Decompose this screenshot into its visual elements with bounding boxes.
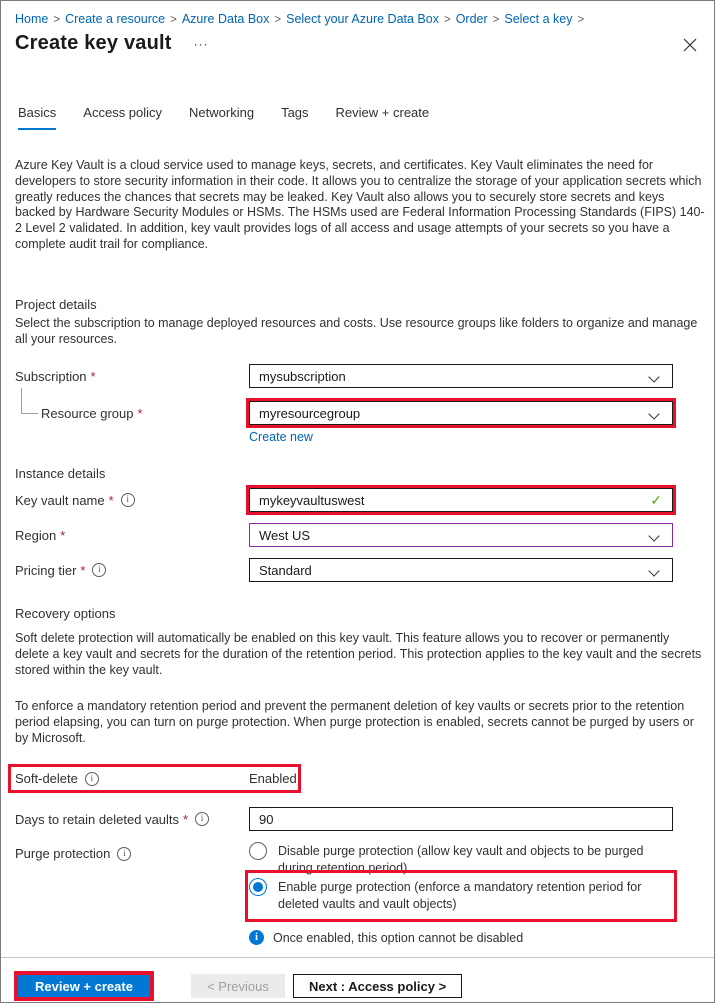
region-row — [15, 523, 701, 547]
tab-basics[interactable]: Basics — [18, 105, 56, 130]
tab-bar — [18, 105, 429, 130]
soft-delete-description: Soft delete protection will automatically be enabled on this key vault. This feature allows you to recover or permanently delete a key vault and secrets for the duration of the retention period. This protection applies to the key vault and the secrets stored within the key vault. — [15, 631, 702, 677]
region-label: Region * — [15, 527, 66, 543]
title-row — [15, 32, 209, 55]
tab-tags[interactable]: Tags — [281, 105, 309, 120]
purge-enable-highlight-box — [245, 870, 677, 922]
required-marker: * — [80, 562, 86, 578]
tab-networking[interactable]: Networking — [189, 105, 255, 120]
chevron-down-icon — [648, 565, 659, 576]
retention-days-input[interactable] — [249, 807, 673, 831]
info-icon[interactable]: i — [92, 563, 106, 577]
info-icon[interactable]: i — [85, 772, 99, 786]
project-details-description: Select the subscription to manage deployed resources and costs. Use resource groups like folders to organize and manage all your resources. — [15, 316, 698, 346]
soft-delete-row — [8, 764, 301, 793]
purge-protection-label: Purge protection i — [15, 846, 249, 861]
previous-button[interactable]: < Previous — [191, 974, 285, 998]
breadcrumb-create-a-resource[interactable]: Create a resource — [65, 12, 166, 26]
region-select[interactable] — [249, 523, 673, 547]
pricing-tier-row — [15, 558, 701, 582]
resource-group-select[interactable] — [249, 401, 673, 425]
required-marker: * — [183, 811, 189, 827]
breadcrumb-azure-data-box[interactable]: Azure Data Box — [181, 12, 270, 26]
retention-days-value: 90 — [259, 811, 274, 827]
key-vault-name-input[interactable] — [249, 488, 673, 512]
breadcrumb-select-your-azure-data-box[interactable]: Select your Azure Data Box — [286, 12, 439, 26]
project-details-heading: Project details — [15, 297, 97, 312]
purge-enable-label: Enable purge protection (enforce a mandatory retention period for deleted vaults and vault objects) — [278, 880, 642, 911]
breadcrumb-separator: > — [443, 14, 451, 26]
info-filled-icon: i — [249, 930, 264, 945]
subscription-label: Subscription * — [15, 368, 96, 384]
purge-disable-label: Disable purge protection (allow key vault and objects to be purged during retention period) — [278, 844, 644, 875]
recovery-options-heading: Recovery options — [15, 606, 116, 621]
breadcrumb-separator: > — [492, 14, 500, 26]
radio-selected-icon[interactable] — [249, 878, 267, 896]
key-vault-name-row — [15, 488, 701, 512]
chevron-down-icon — [648, 371, 659, 382]
subscription-value: mysubscription — [259, 368, 346, 384]
breadcrumb-order[interactable]: Order — [455, 12, 488, 26]
tab-access-policy[interactable]: Access policy — [83, 105, 163, 120]
purge-protection-description: To enforce a mandatory retention period and prevent the permanent deletion of key vaults or secrets prior to the retention period elapsing, you can turn on purge protection. When purge protection is enabled, secrets cannot be purged by users or by Microsoft. — [15, 699, 694, 745]
required-marker: * — [60, 527, 66, 543]
breadcrumb-separator: > — [53, 14, 61, 26]
chevron-down-icon — [648, 408, 659, 419]
next-access-policy-button[interactable]: Next : Access policy > — [293, 974, 462, 998]
soft-delete-value: Enabled — [249, 771, 297, 786]
subscription-select[interactable] — [249, 364, 673, 388]
region-value: West US — [259, 527, 311, 543]
breadcrumb-home[interactable]: Home — [15, 12, 49, 26]
instance-details-heading: Instance details — [15, 466, 106, 481]
breadcrumb-select-a-key[interactable]: Select a key — [504, 12, 573, 26]
pricing-tier-label: Pricing tier * i — [15, 563, 249, 578]
more-menu-icon[interactable]: ··· — [193, 36, 209, 51]
info-icon[interactable]: i — [117, 847, 131, 861]
tab-review-create[interactable]: Review + create — [335, 105, 430, 120]
footer-divider — [1, 957, 714, 958]
retention-days-row — [15, 807, 701, 831]
info-icon[interactable]: i — [195, 812, 209, 826]
breadcrumb — [15, 12, 589, 26]
breadcrumb-separator: > — [577, 14, 585, 26]
breadcrumb-separator: > — [274, 14, 282, 26]
resource-group-row — [15, 401, 701, 425]
create-new-link[interactable]: Create new — [249, 430, 313, 444]
required-marker: * — [90, 368, 96, 384]
key-vault-name-label: Key vault name * i — [15, 493, 249, 508]
purge-note-text: Once enabled, this option cannot be disabled — [273, 930, 524, 945]
resource-group-label: Resource group * — [41, 405, 143, 421]
page-title: Create key vault — [15, 32, 172, 54]
purge-enable-option[interactable] — [249, 878, 666, 913]
radio-unselected-icon[interactable] — [249, 842, 267, 860]
close-icon[interactable] — [682, 37, 698, 53]
intro-text: Azure Key Vault is a cloud service used to manage keys, secrets, and certificates. Key Vault eliminates the need for developers to store security information in their code. It allows you to centralize the storage of your application secrets which greatly reduces the chances that secrets may be leaked. Key Vault also allows you to securely store secrets and keys backed by Hardware Security Modules or HSMs. The HSMs used are Federal Information Processing Standards (FIPS) 140-2 Level 2 validated. In addition, key vault provides logs of all access and usage attempts of your secrets so you have a complete audit trail for compliance. — [15, 158, 705, 251]
purge-note — [249, 930, 523, 945]
key-vault-name-value: mykeyvaultuswest — [259, 492, 365, 508]
soft-delete-label: Soft-delete i — [15, 771, 99, 786]
pricing-tier-select[interactable] — [249, 558, 673, 582]
resource-group-value: myresourcegroup — [259, 405, 361, 421]
chevron-down-icon — [648, 530, 659, 541]
required-marker: * — [108, 492, 114, 508]
review-create-button[interactable]: Review + create — [18, 975, 150, 997]
breadcrumb-separator: > — [170, 14, 177, 26]
valid-check-icon: ✓ — [650, 491, 662, 508]
required-marker: * — [137, 405, 143, 421]
retention-days-label: Days to retain deleted vaults * i — [15, 812, 249, 827]
subscription-row — [15, 364, 701, 388]
pricing-tier-value: Standard — [259, 562, 312, 578]
info-icon[interactable]: i — [121, 493, 135, 507]
